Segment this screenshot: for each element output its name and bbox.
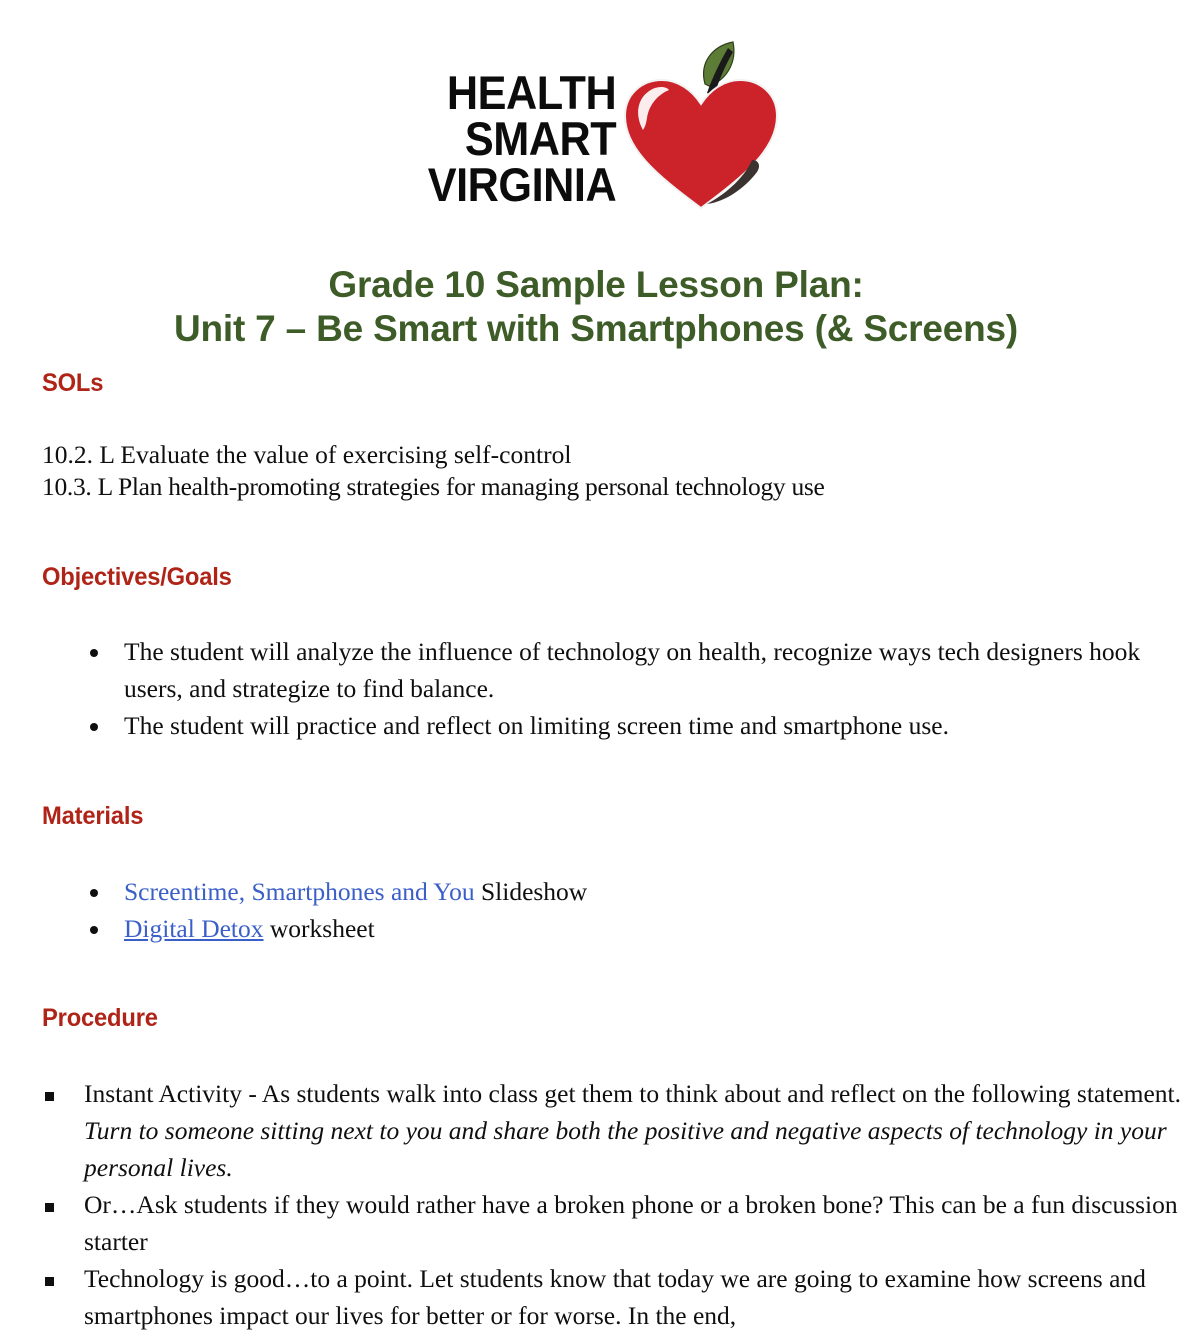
list-item xyxy=(0,1076,1192,1187)
logo-line-health: HEALTH xyxy=(446,65,616,119)
sol-line-10-3: 10.3. L Plan health-promoting strategies for managing personal technology use xyxy=(42,472,825,502)
apple-heart-logo-icon xyxy=(621,38,781,218)
procedure-item-0-italic: Turn to someone sitting next to you and share both the positive and negative aspects of technology in your personal lives. xyxy=(84,1116,1167,1183)
list-item xyxy=(0,911,1192,948)
page-title xyxy=(0,263,1192,352)
section-objectives xyxy=(0,563,1192,746)
site-logo xyxy=(0,38,1192,228)
materials-item-1-trailing: worksheet xyxy=(263,913,375,943)
link-screentime-slideshow[interactable]: Screentime, Smartphones and You xyxy=(124,876,475,906)
logo-line-virginia: VIRGINIA xyxy=(427,158,616,212)
list-item xyxy=(0,874,1192,911)
section-heading-procedure: Procedure xyxy=(42,1004,158,1033)
section-heading-objectives: Objectives/Goals xyxy=(42,562,232,591)
page-title-line-2: Unit 7 – Be Smart with Smartphones (& Screens) xyxy=(173,308,1019,350)
lesson-plan-body xyxy=(0,348,1192,1335)
section-materials xyxy=(0,802,1192,948)
section-procedure xyxy=(0,1004,1192,1335)
link-digital-detox-worksheet[interactable]: Digital Detox xyxy=(124,913,264,943)
sols-text-block xyxy=(42,439,1192,504)
sol-line-10-2: 10.2. L Evaluate the value of exercising self-control xyxy=(42,439,572,469)
list-item xyxy=(0,1261,1192,1335)
logo-line-smart: SMART xyxy=(464,111,616,165)
list-item: The student will analyze the influence of technology on health, recognize ways tech designers hook users, and strategize to find balance. xyxy=(0,634,1192,708)
procedure-item-0-text: Instant Activity - As students walk into class get them to think about and reflect on the following statement. xyxy=(84,1079,1182,1109)
objectives-list xyxy=(0,634,1192,745)
procedure-list xyxy=(0,1076,1192,1335)
materials-item-0-trailing: Slideshow xyxy=(474,876,588,906)
logo-wordmark xyxy=(427,48,619,212)
procedure-item-2-text: Technology is good…to a point. Let students know that today we are going to examine how screens and smartphones impact our lives for better or for worse. In the end, xyxy=(84,1263,1146,1330)
section-heading-sols: SOLs xyxy=(42,368,104,397)
logo-lockup xyxy=(411,38,782,218)
list-item: The student will practice and reflect on limiting screen time and smartphone use. xyxy=(0,708,1192,745)
section-sols xyxy=(0,369,1192,504)
list-item xyxy=(0,1187,1192,1261)
procedure-item-1-text: Or…Ask students if they would rather have a broken phone or a broken bone? This can be a fun discussion starter xyxy=(84,1190,1178,1256)
materials-list xyxy=(0,874,1192,948)
page-title-line-1: Grade 10 Sample Lesson Plan: xyxy=(328,263,864,305)
section-heading-materials: Materials xyxy=(42,801,144,830)
